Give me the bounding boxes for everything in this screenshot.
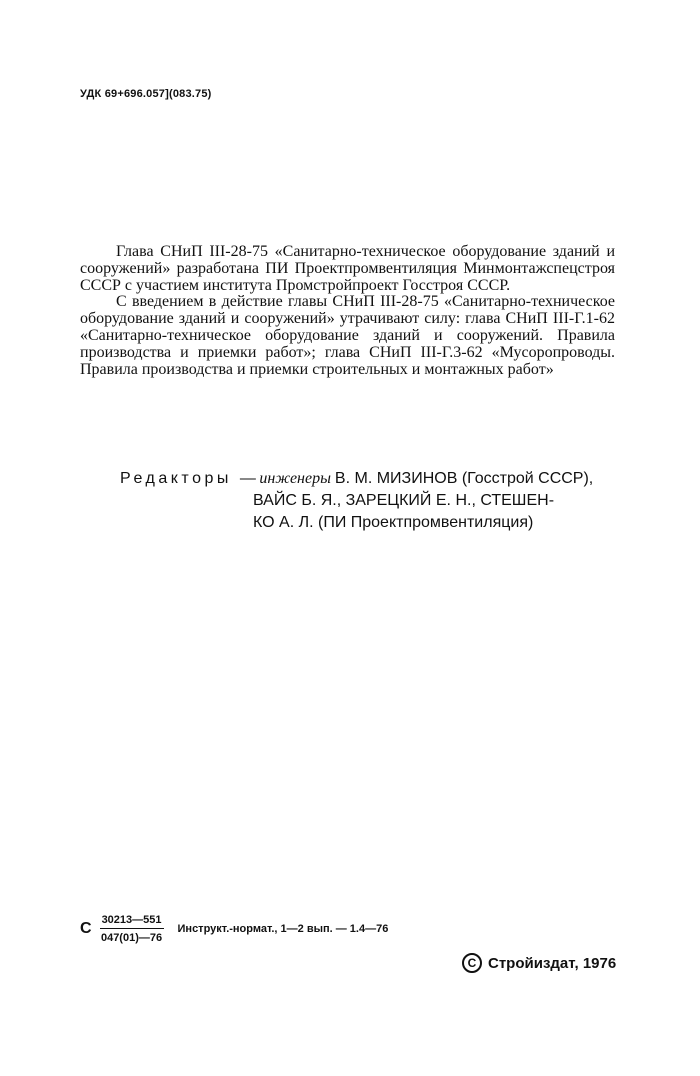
editors-label: Редакторы — (120, 470, 260, 487)
imprint-letter: С (80, 920, 92, 937)
imprint-fraction (100, 914, 164, 944)
imprint-numerator: 30213—551 (100, 914, 164, 929)
editors-line-3: КО А. Л. (ПИ Проектпромвентиляция) (253, 514, 534, 531)
copyright-text: Стройиздат, 1976 (488, 954, 617, 972)
paragraph-authorship: Глава СНиП III-28-75 «Санитарно-техническое оборудование зданий и сооружений» разработана ПИ Проектпромвентиляция Минмонтажспецстроя СССР с участием института Промстройпроект Госстроя СССР. (80, 243, 615, 294)
imprint-text: Инструкт.-нормат., 1—2 вып. — 1.4—76 (177, 923, 389, 935)
editors-line-2: ВАЙС Б. Я., ЗАРЕЦКИЙ Е. Н., СТЕШЕН- (253, 492, 555, 509)
imprint-denominator: 047(01)—76 (100, 932, 163, 944)
editors-role: инженеры (259, 470, 331, 487)
copyright-line (462, 953, 616, 973)
editors-first-row (120, 468, 620, 490)
copyright-icon: C (462, 953, 482, 973)
editors-block (120, 468, 620, 534)
editors-line-1: В. М. МИЗИНОВ (Госстрой СССР), (334, 470, 594, 487)
paragraph-supersedes: С введением в действие главы СНиП III-28-75 «Санитарно-техническое оборудование зданий и сооружений» утрачивают силу: глава СНиП III-Г.1-62 «Санитарно-техническое оборудование зданий и сооружений. Правила производства и приемки работ»; глава СНиП III-Г.3-62 «Мусоропроводы. Правила производства и приемки строительных и монтажных работ» (80, 293, 615, 378)
imprint-code (80, 914, 388, 944)
editors-continuation (120, 490, 620, 534)
udc-code: УДК 69+696.057](083.75) (80, 88, 212, 100)
body-text (80, 244, 615, 378)
